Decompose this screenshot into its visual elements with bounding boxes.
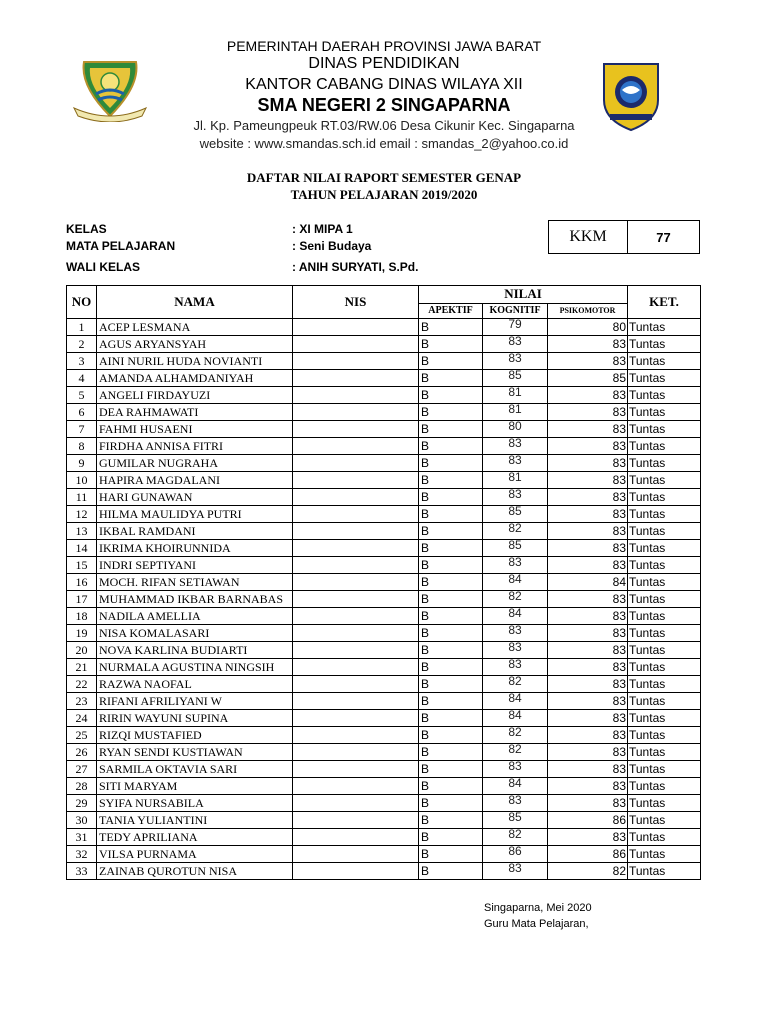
cell-nis [293,863,419,880]
cell-no: 31 [67,829,97,846]
cell-nama: GUMILAR NUGRAHA [97,455,293,472]
cell-ket: Tuntas [628,370,701,387]
cell-apektif: B [419,489,483,506]
cell-kognitif: 85 [483,540,548,557]
cell-nis [293,642,419,659]
table-row [67,455,701,472]
cell-ket: Tuntas [628,693,701,710]
cell-nis [293,710,419,727]
cell-no: 30 [67,812,97,829]
cell-psikomotor: 83 [548,489,628,506]
cell-ket: Tuntas [628,574,701,591]
table-row [67,319,701,336]
cell-nis [293,829,419,846]
cell-nama: HAPIRA MAGDALANI [97,472,293,489]
table-row [67,642,701,659]
cell-psikomotor: 83 [548,659,628,676]
cell-apektif: B [419,472,483,489]
cell-ket: Tuntas [628,523,701,540]
cell-no: 32 [67,846,97,863]
kkm-value: 77 [656,229,671,245]
footer-signer-role: Guru Mata Pelajaran, [484,918,589,930]
cell-nama: MUHAMMAD IKBAR BARNABAS [97,591,293,608]
cell-kognitif: 82 [483,829,548,846]
cell-nis [293,472,419,489]
table-row [67,727,701,744]
table-row [67,761,701,778]
table-row [67,336,701,353]
cell-nama: INDRI SEPTIYANI [97,557,293,574]
cell-no: 18 [67,608,97,625]
cell-kognitif: 84 [483,608,548,625]
cell-ket: Tuntas [628,387,701,404]
table-row [67,608,701,625]
letterhead-contact: website : www.smandas.sch.id email : smandas_2@yahoo.co.id [199,136,569,151]
cell-nama: DEA RAHMAWATI [97,404,293,421]
cell-ket: Tuntas [628,438,701,455]
header-nama: NAMA [97,286,293,319]
cell-kognitif: 83 [483,455,548,472]
cell-psikomotor: 83 [548,778,628,795]
cell-kognitif: 84 [483,693,548,710]
cell-apektif: B [419,608,483,625]
letterhead-branch-office: KANTOR CABANG DINAS WILAYA XII [245,76,523,93]
cell-psikomotor: 83 [548,472,628,489]
cell-nis [293,591,419,608]
cell-psikomotor: 83 [548,557,628,574]
table-row [67,557,701,574]
cell-nama: IKRIMA KHOIRUNNIDA [97,540,293,557]
cell-apektif: B [419,829,483,846]
cell-apektif: B [419,387,483,404]
table-row [67,472,701,489]
cell-nis [293,523,419,540]
cell-no: 4 [67,370,97,387]
kelas-value: : XI MIPA 1 [292,222,353,236]
cell-psikomotor: 83 [548,438,628,455]
cell-psikomotor: 82 [548,863,628,880]
cell-kognitif: 82 [483,727,548,744]
cell-apektif: B [419,846,483,863]
cell-ket: Tuntas [628,591,701,608]
cell-nama: SYIFA NURSABILA [97,795,293,812]
table-row [67,591,701,608]
cell-apektif: B [419,710,483,727]
cell-apektif: B [419,795,483,812]
cell-psikomotor: 83 [548,795,628,812]
table-row [67,370,701,387]
cell-psikomotor: 85 [548,370,628,387]
cell-ket: Tuntas [628,472,701,489]
cell-ket: Tuntas [628,540,701,557]
cell-kognitif: 85 [483,370,548,387]
cell-no: 24 [67,710,97,727]
cell-nama: RIZQI MUSTAFIED [97,727,293,744]
wali-value: : ANIH SURYATI, S.Pd. [292,260,419,274]
cell-psikomotor: 83 [548,693,628,710]
cell-no: 22 [67,676,97,693]
cell-no: 21 [67,659,97,676]
cell-ket: Tuntas [628,863,701,880]
cell-nis [293,574,419,591]
cell-psikomotor: 83 [548,829,628,846]
letterhead-department: DINAS PENDIDIKAN [308,55,460,72]
letterhead-government: PEMERINTAH DAERAH PROVINSI JAWA BARAT [226,38,542,54]
cell-ket: Tuntas [628,812,701,829]
cell-apektif: B [419,591,483,608]
cell-kognitif: 83 [483,863,548,880]
cell-nis [293,506,419,523]
school-emblem-icon [598,60,664,132]
cell-nama: AMANDA ALHAMDANIYAH [97,370,293,387]
cell-nis [293,778,419,795]
cell-kognitif: 86 [483,846,548,863]
cell-nama: MOCH. RIFAN SETIAWAN [97,574,293,591]
cell-ket: Tuntas [628,829,701,846]
cell-ket: Tuntas [628,676,701,693]
cell-no: 13 [67,523,97,540]
cell-nama: TANIA YULIANTINI [97,812,293,829]
cell-apektif: B [419,727,483,744]
cell-kognitif: 79 [483,319,548,336]
document-title: DAFTAR NILAI RAPORT SEMESTER GENAP [246,170,522,185]
cell-kognitif: 82 [483,523,548,540]
table-row [67,744,701,761]
header-psikomotor: PSIKOMOTOR [548,303,628,318]
cell-psikomotor: 80 [548,319,628,336]
cell-kognitif: 81 [483,472,548,489]
header-nis: NIS [293,286,419,319]
cell-nis [293,540,419,557]
cell-ket: Tuntas [628,625,701,642]
cell-psikomotor: 83 [548,455,628,472]
table-row [67,506,701,523]
document-subtitle: TAHUN PELAJARAN 2019/2020 [290,187,478,202]
table-row [67,846,701,863]
cell-nis [293,625,419,642]
cell-kognitif: 83 [483,489,548,506]
cell-nama: IKBAL RAMDANI [97,523,293,540]
cell-nis [293,421,419,438]
cell-ket: Tuntas [628,404,701,421]
cell-nama: RIFANI AFRILIYANI W [97,693,293,710]
cell-nis [293,693,419,710]
cell-nis [293,455,419,472]
cell-nama: RIRIN WAYUNI SUPINA [97,710,293,727]
cell-ket: Tuntas [628,557,701,574]
cell-kognitif: 83 [483,761,548,778]
cell-no: 3 [67,353,97,370]
cell-nama: SARMILA OKTAVIA SARI [97,761,293,778]
cell-ket: Tuntas [628,761,701,778]
letterhead-school-name: SMA NEGERI 2 SINGAPARNA [257,95,511,115]
cell-kognitif: 81 [483,404,548,421]
cell-nama: NOVA KARLINA BUDIARTI [97,642,293,659]
cell-psikomotor: 83 [548,727,628,744]
cell-nama: HILMA MAULIDYA PUTRI [97,506,293,523]
cell-kognitif: 83 [483,795,548,812]
cell-apektif: B [419,506,483,523]
cell-nama: TEDY APRILIANA [97,829,293,846]
cell-nis [293,744,419,761]
cell-apektif: B [419,676,483,693]
cell-psikomotor: 83 [548,761,628,778]
cell-apektif: B [419,540,483,557]
table-row [67,625,701,642]
cell-no: 25 [67,727,97,744]
cell-ket: Tuntas [628,778,701,795]
cell-no: 33 [67,863,97,880]
cell-apektif: B [419,370,483,387]
table-row [67,387,701,404]
letterhead-address: Jl. Kp. Pameungpeuk RT.03/RW.06 Desa Cikunir Kec. Singaparna [193,118,575,133]
cell-nis [293,438,419,455]
grades-table [66,285,701,880]
cell-ket: Tuntas [628,744,701,761]
letterhead [0,0,768,160]
cell-no: 20 [67,642,97,659]
header-kognitif: KOGNITIF [483,303,548,318]
cell-no: 12 [67,506,97,523]
cell-nama: AINI NURIL HUDA NOVIANTI [97,353,293,370]
cell-kognitif: 80 [483,421,548,438]
table-row [67,693,701,710]
cell-nama: RYAN SENDI KUSTIAWAN [97,744,293,761]
table-row [67,489,701,506]
footer-place-date: Singaparna, Mei 2020 [484,902,592,914]
cell-no: 6 [67,404,97,421]
cell-apektif: B [419,319,483,336]
cell-no: 19 [67,625,97,642]
table-row [67,676,701,693]
cell-ket: Tuntas [628,659,701,676]
cell-psikomotor: 83 [548,421,628,438]
cell-no: 29 [67,795,97,812]
table-row [67,438,701,455]
cell-psikomotor: 83 [548,676,628,693]
cell-kognitif: 82 [483,676,548,693]
cell-nama: HARI GUNAWAN [97,489,293,506]
wali-label: WALI KELAS [66,260,140,274]
cell-nis [293,557,419,574]
cell-apektif: B [419,812,483,829]
cell-nis [293,336,419,353]
cell-kognitif: 85 [483,812,548,829]
header-apektif: APEKTIF [419,303,483,318]
kkm-label: KKM [549,221,628,253]
cell-apektif: B [419,863,483,880]
cell-psikomotor: 83 [548,540,628,557]
cell-no: 5 [67,387,97,404]
cell-psikomotor: 83 [548,608,628,625]
cell-nis [293,676,419,693]
cell-kognitif: 82 [483,744,548,761]
cell-apektif: B [419,761,483,778]
cell-kognitif: 83 [483,625,548,642]
cell-ket: Tuntas [628,336,701,353]
cell-ket: Tuntas [628,710,701,727]
cell-psikomotor: 83 [548,625,628,642]
cell-no: 2 [67,336,97,353]
cell-nama: FIRDHA ANNISA FITRI [97,438,293,455]
cell-apektif: B [419,421,483,438]
cell-kognitif: 83 [483,438,548,455]
cell-nis [293,727,419,744]
table-row [67,523,701,540]
cell-no: 8 [67,438,97,455]
cell-apektif: B [419,404,483,421]
cell-kognitif: 82 [483,591,548,608]
cell-psikomotor: 86 [548,812,628,829]
cell-apektif: B [419,744,483,761]
cell-nis [293,404,419,421]
cell-no: 11 [67,489,97,506]
cell-kognitif: 85 [483,506,548,523]
cell-nis [293,489,419,506]
cell-psikomotor: 83 [548,744,628,761]
table-row [67,710,701,727]
cell-ket: Tuntas [628,489,701,506]
cell-ket: Tuntas [628,455,701,472]
kelas-label: KELAS [66,222,107,236]
cell-nis [293,795,419,812]
table-row [67,404,701,421]
cell-no: 14 [67,540,97,557]
cell-ket: Tuntas [628,727,701,744]
cell-apektif: B [419,659,483,676]
cell-kognitif: 84 [483,710,548,727]
cell-kognitif: 81 [483,387,548,404]
table-row [67,812,701,829]
cell-nama: AGUS ARYANSYAH [97,336,293,353]
cell-no: 28 [67,778,97,795]
cell-nama: ZAINAB QUROTUN NISA [97,863,293,880]
cell-nis [293,846,419,863]
cell-nama: VILSA PURNAMA [97,846,293,863]
cell-psikomotor: 86 [548,846,628,863]
header-ket: KET. [628,286,701,319]
cell-psikomotor: 83 [548,710,628,727]
cell-no: 9 [67,455,97,472]
cell-kognitif: 84 [483,574,548,591]
cell-psikomotor: 83 [548,523,628,540]
table-row [67,778,701,795]
cell-nis [293,761,419,778]
cell-nis [293,812,419,829]
cell-ket: Tuntas [628,319,701,336]
cell-nis [293,659,419,676]
cell-ket: Tuntas [628,642,701,659]
cell-apektif: B [419,438,483,455]
table-row [67,540,701,557]
cell-no: 23 [67,693,97,710]
cell-nama: SITI MARYAM [97,778,293,795]
mapel-value: : Seni Budaya [292,239,372,253]
cell-nis [293,353,419,370]
cell-nis [293,608,419,625]
cell-apektif: B [419,642,483,659]
cell-psikomotor: 83 [548,387,628,404]
cell-nama: NURMALA AGUSTINA NINGSIH [97,659,293,676]
cell-ket: Tuntas [628,353,701,370]
cell-kognitif: 83 [483,336,548,353]
cell-no: 16 [67,574,97,591]
cell-nama: ANGELI FIRDAYUZI [97,387,293,404]
cell-apektif: B [419,693,483,710]
cell-psikomotor: 83 [548,404,628,421]
cell-nama: ACEP LESMANA [97,319,293,336]
cell-psikomotor: 83 [548,353,628,370]
cell-apektif: B [419,574,483,591]
cell-psikomotor: 83 [548,336,628,353]
cell-nis [293,387,419,404]
table-row [67,421,701,438]
table-row [67,353,701,370]
cell-ket: Tuntas [628,608,701,625]
grades-table-body [67,319,701,880]
cell-nama: NISA KOMALASARI [97,625,293,642]
cell-kognitif: 83 [483,659,548,676]
cell-kognitif: 83 [483,353,548,370]
cell-psikomotor: 83 [548,591,628,608]
cell-kognitif: 83 [483,642,548,659]
cell-nama: RAZWA NAOFAL [97,676,293,693]
cell-no: 15 [67,557,97,574]
header-nilai: NILAI [419,286,628,304]
table-row [67,659,701,676]
cell-kognitif: 83 [483,557,548,574]
cell-no: 26 [67,744,97,761]
cell-apektif: B [419,778,483,795]
table-row [67,574,701,591]
cell-no: 7 [67,421,97,438]
cell-no: 10 [67,472,97,489]
cell-no: 17 [67,591,97,608]
cell-nama: NADILA AMELLIA [97,608,293,625]
cell-apektif: B [419,455,483,472]
cell-apektif: B [419,353,483,370]
table-row [67,829,701,846]
mapel-label: MATA PELAJARAN [66,239,176,253]
kkm-box [548,220,700,254]
cell-nis [293,319,419,336]
cell-apektif: B [419,557,483,574]
cell-psikomotor: 83 [548,642,628,659]
cell-apektif: B [419,625,483,642]
cell-ket: Tuntas [628,506,701,523]
table-row [67,795,701,812]
cell-apektif: B [419,523,483,540]
cell-nama: FAHMI HUSAENI [97,421,293,438]
table-row [67,863,701,880]
cell-psikomotor: 83 [548,506,628,523]
cell-no: 27 [67,761,97,778]
cell-psikomotor: 84 [548,574,628,591]
cell-apektif: B [419,336,483,353]
cell-ket: Tuntas [628,846,701,863]
cell-kognitif: 84 [483,778,548,795]
cell-ket: Tuntas [628,795,701,812]
cell-no: 1 [67,319,97,336]
cell-ket: Tuntas [628,421,701,438]
header-no: NO [67,286,97,319]
cell-nis [293,370,419,387]
